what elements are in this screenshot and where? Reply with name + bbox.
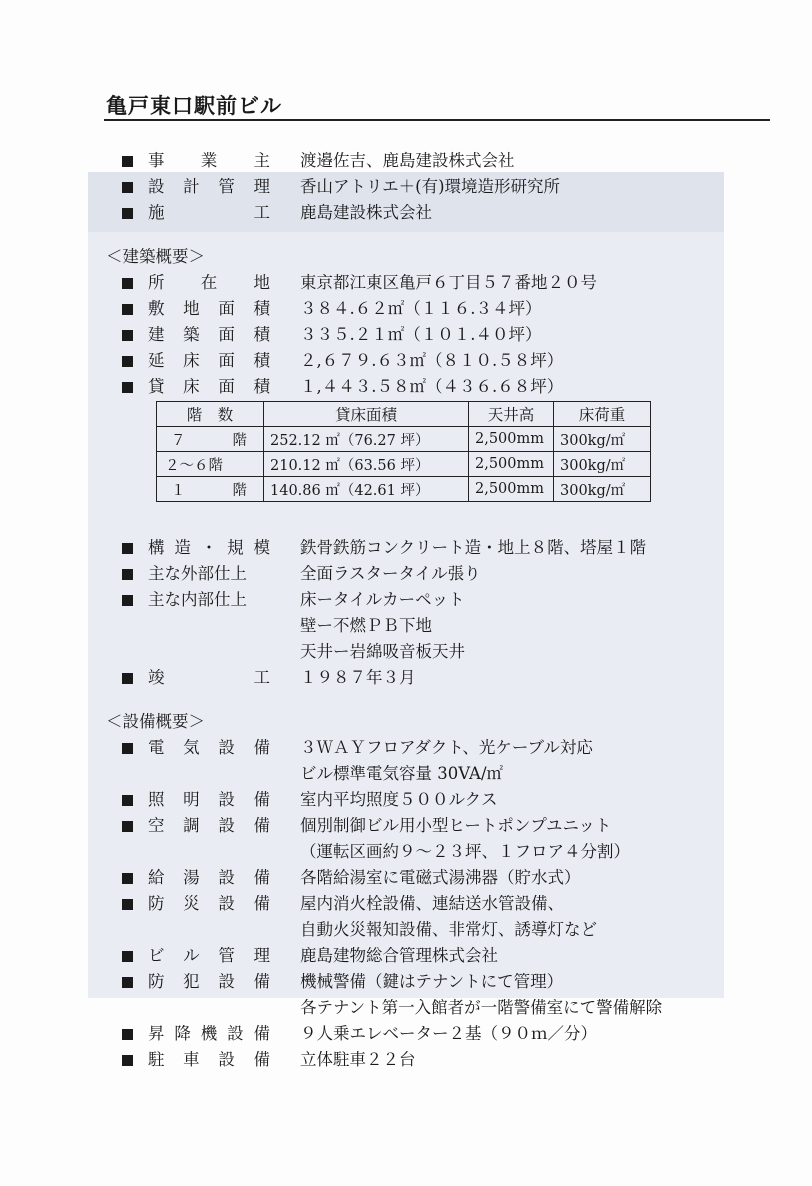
building-row-0 xyxy=(0,270,812,296)
label-char: 備 xyxy=(253,738,270,757)
label-char: 備 xyxy=(253,972,270,991)
area-cell: 252.12 ㎡（76.27 坪） xyxy=(264,427,469,452)
label-char: ル xyxy=(183,946,200,965)
floor-cell: ２〜６階 xyxy=(157,452,264,477)
equipment-label-0 xyxy=(148,735,270,761)
label-char: 貸 xyxy=(148,377,165,396)
label-char: 工 xyxy=(253,668,270,687)
equipment-value-2: 個別制御ビル用小型ヒートポンプユニット xyxy=(300,816,612,835)
equipment-value-5: 鹿島建物総合管理株式会社 xyxy=(300,946,498,965)
equipment-extra-2-text: （運転区画約９〜２３坪、１フロア４分割） xyxy=(300,842,630,861)
label-char: 降 xyxy=(174,1024,191,1043)
building-label-3 xyxy=(148,348,270,374)
label-char: 照 xyxy=(148,790,165,809)
structure-value-1: 全面ラスタータイル張り xyxy=(300,564,481,583)
label-char: ・ xyxy=(200,538,218,557)
label-char: 竣 xyxy=(148,668,165,687)
label-char: 設 xyxy=(218,816,235,835)
building-label-2 xyxy=(148,322,270,348)
load-cell: 300kg/㎡ xyxy=(554,477,651,502)
header-floor: 階 数 xyxy=(157,402,264,427)
label-char: 主 xyxy=(253,151,270,170)
label-char: 床 xyxy=(183,377,200,396)
label-char: 積 xyxy=(253,325,270,344)
equipment-value-0: ３ＷＡＹフロアダクト、光ケーブル対応 xyxy=(300,738,593,757)
label-char: 設 xyxy=(218,868,235,887)
floor-cell xyxy=(157,477,264,502)
equipment-label-8 xyxy=(148,1047,270,1073)
equipment-extra-0-text: ビル標準電気容量 30VA/㎡ xyxy=(300,764,504,783)
area-cell: 140.86 ㎡（42.61 坪） xyxy=(264,477,469,502)
bullet-square-icon xyxy=(122,543,133,554)
label-char: 気 xyxy=(183,738,200,757)
label-char: 備 xyxy=(253,1024,270,1043)
structure-label-0 xyxy=(148,535,270,561)
equipment-value-1: 室内平均照度５００ルクス xyxy=(300,790,498,809)
top-label-0 xyxy=(148,148,270,174)
structure-row-1 xyxy=(0,561,812,587)
label-char: 延 xyxy=(148,351,165,370)
ceiling-cell: 2,500mm xyxy=(469,452,554,477)
label-char: 備 xyxy=(253,868,270,887)
structure-label-1: 主な外部仕上 xyxy=(148,564,247,583)
floor-number: １ xyxy=(171,482,186,499)
label-char: 給 xyxy=(148,868,165,887)
structure-label-2: 主な内部仕上 xyxy=(148,590,247,609)
building-value-4: １,４４３.５８㎡（４３６.６８坪） xyxy=(300,377,564,396)
label-char: 積 xyxy=(253,299,270,318)
label-char: 造 xyxy=(174,538,191,557)
bullet-square-icon xyxy=(122,873,133,884)
equipment-label-7 xyxy=(148,1021,270,1047)
label-char: 防 xyxy=(148,894,165,913)
bullet-square-icon xyxy=(122,795,133,806)
top-row-0 xyxy=(0,148,812,174)
label-char: 設 xyxy=(227,1024,244,1043)
label-char: 所 xyxy=(148,273,165,292)
label-char: 犯 xyxy=(183,972,200,991)
label-char: 備 xyxy=(253,894,270,913)
floor-unit: 階 xyxy=(232,482,247,499)
label-char: 積 xyxy=(253,377,270,396)
bullet-square-icon xyxy=(122,899,133,910)
section-building: ＜建築概要＞ xyxy=(106,247,205,266)
label-char: 設 xyxy=(148,177,165,196)
floor-row-2 xyxy=(157,477,651,502)
floor-table xyxy=(156,401,651,502)
building-row-3 xyxy=(0,348,812,374)
bullet-square-icon xyxy=(122,1055,133,1066)
equipment-value-4: 屋内消火栓設備、連結送水管設備、 xyxy=(300,894,564,913)
floor-unit: 階 xyxy=(232,432,247,449)
label-char: 敷 xyxy=(148,299,165,318)
ceiling-cell: 2,500mm xyxy=(469,477,554,502)
label-char: 模 xyxy=(253,538,270,557)
label-char: 設 xyxy=(218,790,235,809)
bullet-square-icon xyxy=(122,182,133,193)
label-char: 備 xyxy=(253,816,270,835)
equipment-row-2 xyxy=(0,813,812,839)
floor-row-0 xyxy=(157,427,651,452)
label-char: 在 xyxy=(200,273,218,292)
equipment-row-5 xyxy=(0,943,812,969)
label-char: 築 xyxy=(183,325,200,344)
bullet-square-icon xyxy=(122,356,133,367)
label-char: 規 xyxy=(227,538,244,557)
load-cell: 300kg/㎡ xyxy=(554,427,651,452)
equipment-row-4 xyxy=(0,891,812,917)
equipment-label-5 xyxy=(148,943,270,969)
floor-cell xyxy=(157,427,264,452)
label-char: 車 xyxy=(183,1050,200,1069)
top-value-1: 香山アトリエ＋(有)環境造形研究所 xyxy=(300,177,561,196)
equipment-row-3 xyxy=(0,865,812,891)
label-char: 空 xyxy=(148,816,165,835)
label-char: 工 xyxy=(253,203,270,222)
label-char: 昇 xyxy=(148,1024,165,1043)
header-load: 床荷重 xyxy=(554,402,651,427)
equipment-value-3: 各階給湯室に電磁式湯沸器（貯水式） xyxy=(300,868,581,887)
area-cell: 210.12 ㎡（63.56 坪） xyxy=(264,452,469,477)
floor-label xyxy=(163,479,257,500)
bullet-square-icon xyxy=(122,304,133,315)
equipment-extra-6-text: 各テナント第一入館者が一階警備室にて警備解除 xyxy=(300,998,663,1017)
label-char: 面 xyxy=(218,299,235,318)
floor-table-header xyxy=(157,402,651,427)
label-char: 構 xyxy=(148,538,165,557)
building-value-0: 東京都江東区亀戸６丁目５７番地２０号 xyxy=(300,273,597,292)
label-char: 計 xyxy=(183,177,200,196)
equipment-value-8: 立体駐車２２台 xyxy=(300,1050,416,1069)
floor-row-1 xyxy=(157,452,651,477)
label-char: 備 xyxy=(253,1050,270,1069)
label-char: 施 xyxy=(148,203,165,222)
completion-row-0 xyxy=(0,665,812,691)
equipment-value-7: ９人乗エレベーター２基（９０ｍ／分） xyxy=(300,1024,597,1043)
header-area: 貸床面積 xyxy=(264,402,469,427)
top-row-2 xyxy=(0,200,812,226)
building-value-1: ３８４.６２㎡（１１６.３４坪） xyxy=(300,299,542,318)
bullet-square-icon xyxy=(122,743,133,754)
bullet-square-icon xyxy=(122,821,133,832)
label-char: 業 xyxy=(200,151,218,170)
ceiling-cell: 2,500mm xyxy=(469,427,554,452)
structure-row-0 xyxy=(0,535,812,561)
building-value-3: ２,６７９.６３㎡（８１０.５８坪） xyxy=(300,351,564,370)
label-char: 積 xyxy=(253,351,270,370)
equipment-label-4 xyxy=(148,891,270,917)
equipment-row-6 xyxy=(0,969,812,995)
label-char: 理 xyxy=(253,177,270,196)
completion-value-0: １９８７年３月 xyxy=(300,668,416,687)
bullet-square-icon xyxy=(122,673,133,684)
bullet-square-icon xyxy=(122,951,133,962)
equipment-label-1 xyxy=(148,787,270,813)
building-row-4 xyxy=(0,374,812,400)
top-value-2: 鹿島建設株式会社 xyxy=(300,203,432,222)
equipment-row-0 xyxy=(0,735,812,761)
label-char: ビ xyxy=(148,946,165,965)
label-char: 面 xyxy=(218,351,235,370)
label-char: 管 xyxy=(218,946,235,965)
bullet-square-icon xyxy=(122,382,133,393)
label-char: 面 xyxy=(218,377,235,396)
building-value-2: ３３５.２１㎡（１０１.４０坪） xyxy=(300,325,542,344)
bullet-square-icon xyxy=(122,278,133,289)
top-label-2 xyxy=(148,200,270,226)
equipment-row-7 xyxy=(0,1021,812,1047)
bullet-square-icon xyxy=(122,208,133,219)
title-underline xyxy=(104,119,770,121)
label-char: 管 xyxy=(218,177,235,196)
bullet-square-icon xyxy=(122,595,133,606)
building-row-1 xyxy=(0,296,812,322)
label-char: 設 xyxy=(218,972,235,991)
equipment-label-2 xyxy=(148,813,270,839)
label-char: 湯 xyxy=(183,868,200,887)
label-char: 建 xyxy=(148,325,165,344)
structure-row-2 xyxy=(0,587,812,613)
bullet-square-icon xyxy=(122,569,133,580)
load-cell: 300kg/㎡ xyxy=(554,452,651,477)
floor-number: ７ xyxy=(171,432,186,449)
equipment-extra-4-text: 自動火災報知設備、非常灯、誘導灯など xyxy=(300,920,597,939)
building-label-0 xyxy=(148,270,270,296)
interior-ceiling-text: 天井ー岩綿吸音板天井 xyxy=(300,642,465,661)
top-value-0: 渡邉佐吉、鹿島建設株式会社 xyxy=(300,151,515,170)
header-ceiling: 天井高 xyxy=(469,402,554,427)
label-char: 床 xyxy=(183,351,200,370)
label-char: 災 xyxy=(183,894,200,913)
label-char: 調 xyxy=(183,816,200,835)
section-equipment: ＜設備概要＞ xyxy=(106,712,205,731)
label-char: 駐 xyxy=(148,1050,165,1069)
building-row-2 xyxy=(0,322,812,348)
page-title: 亀戸東口駅前ビル xyxy=(106,94,282,118)
bullet-square-icon xyxy=(122,156,133,167)
label-char: 事 xyxy=(148,151,165,170)
building-label-1 xyxy=(148,296,270,322)
bullet-square-icon xyxy=(122,977,133,988)
equipment-label-3 xyxy=(148,865,270,891)
floor-label xyxy=(163,429,257,450)
interior-wall-text: 壁ー不燃ＰＢ下地 xyxy=(300,616,432,635)
label-char: 理 xyxy=(253,946,270,965)
label-char: 明 xyxy=(183,790,200,809)
bullet-square-icon xyxy=(122,1029,133,1040)
equipment-row-1 xyxy=(0,787,812,813)
label-char: 備 xyxy=(253,790,270,809)
label-char: 地 xyxy=(253,273,270,292)
structure-value-0: 鉄骨鉄筋コンクリート造・地上８階、塔屋１階 xyxy=(300,538,647,557)
label-char: 防 xyxy=(148,972,165,991)
equipment-row-8 xyxy=(0,1047,812,1073)
bullet-square-icon xyxy=(122,330,133,341)
label-char: 設 xyxy=(218,894,235,913)
top-label-1 xyxy=(148,174,270,200)
equipment-label-6 xyxy=(148,969,270,995)
label-char: 設 xyxy=(218,1050,235,1069)
label-char: 面 xyxy=(218,325,235,344)
structure-value-2: 床ータイルカーペット xyxy=(300,590,465,609)
label-char: 機 xyxy=(200,1024,218,1043)
label-char: 電 xyxy=(148,738,165,757)
equipment-value-6: 機械警備（鍵はテナントにて管理） xyxy=(300,972,564,991)
label-char: 地 xyxy=(183,299,200,318)
building-label-4 xyxy=(148,374,270,400)
top-row-1 xyxy=(0,174,812,200)
completion-label-0 xyxy=(148,665,270,691)
label-char: 設 xyxy=(218,738,235,757)
